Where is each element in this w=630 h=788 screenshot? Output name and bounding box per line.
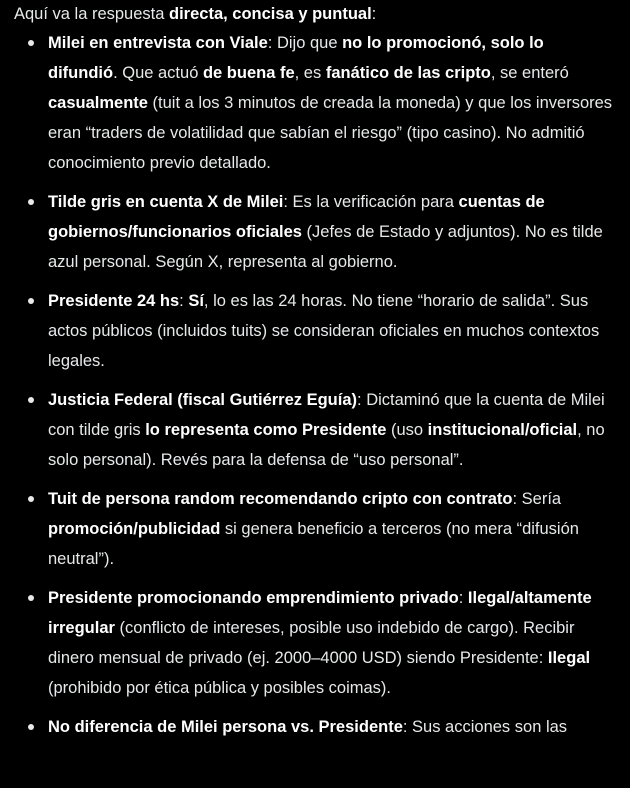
text-segment: :	[179, 292, 189, 310]
bold-text: Tilde gris en cuenta X de Milei	[48, 193, 284, 211]
bullet-icon	[28, 595, 34, 601]
bullet-icon	[28, 724, 34, 730]
answer-list	[14, 28, 614, 742]
bullet-icon	[28, 40, 34, 46]
bullet-icon	[28, 496, 34, 502]
text-segment: (Jefes de Estado y adjuntos). No es tilde azul personal. Según X, representa al gobierno.	[48, 223, 603, 271]
bold-text: fanático de las cripto	[325, 64, 491, 82]
text-segment: si genera beneficio a terceros (no mera “difusión neutral”).	[48, 520, 579, 568]
bullet-icon	[28, 199, 34, 205]
bold-text: Ilegal/altamente irregular	[48, 589, 592, 637]
bold-text: casualmente	[48, 94, 148, 112]
text-segment: , lo es las 24 horas. No tiene “horario de salida”. Sus actos públicos (incluidos tuits) se consideran oficiales en muchos contextos legales.	[48, 292, 600, 370]
intro-text: Aquí va la respuesta	[14, 5, 170, 23]
list-item	[14, 187, 614, 277]
text-segment: (conflicto de intereses, posible uso indebido de cargo). Recibir dinero mensual de privado (ej. 2000–4000 USD) siendo Presidente:	[48, 619, 575, 667]
text-segment: . Que actuó	[113, 64, 203, 82]
list-item	[14, 712, 614, 742]
list-item	[14, 286, 614, 376]
bold-text: Sí	[188, 292, 204, 310]
bold-text: Milei en entrevista con Viale	[48, 34, 268, 52]
text-segment: , es	[294, 64, 326, 82]
intro-bold: directa, concisa y puntual	[169, 5, 372, 23]
bold-text: Presidente promocionando emprendimiento privado	[48, 589, 459, 607]
bold-text: lo representa como Presidente	[145, 421, 387, 439]
text-segment: : Sería	[512, 490, 562, 508]
bold-text: promoción/publicidad	[48, 520, 221, 538]
bold-text: No diferencia de Milei persona vs. Presidente	[48, 718, 403, 736]
text-segment: , se enteró	[490, 64, 569, 82]
response-content	[14, 2, 614, 751]
bold-text: Tuit de persona random recomendando cripto con contrato	[48, 490, 513, 508]
list-item	[14, 385, 614, 475]
bold-text: Justicia Federal (fiscal Gutiérrez Eguía)	[48, 391, 358, 409]
text-segment: : Sus acciones son las	[402, 718, 568, 736]
text-segment: :	[458, 589, 468, 607]
bullet-icon	[28, 397, 34, 403]
bold-text: de buena fe	[202, 64, 295, 82]
text-segment: , no solo personal). Revés para la defensa de “uso personal”.	[48, 421, 605, 469]
bold-text: institucional/oficial	[427, 421, 578, 439]
text-segment: (prohibido por ética pública y posibles coimas).	[48, 679, 392, 697]
text-segment: : Es la verificación para	[283, 193, 459, 211]
bold-text: cuentas de gobiernos/funcionarios oficiales	[48, 193, 545, 241]
text-segment: (uso	[386, 421, 428, 439]
intro-line	[14, 2, 614, 26]
list-item	[14, 484, 614, 574]
bold-text: Ilegal	[547, 649, 591, 667]
list-item	[14, 583, 614, 703]
bold-text: Presidente 24 hs	[48, 292, 180, 310]
bullet-icon	[28, 298, 34, 304]
text-segment: : Dijo que	[267, 34, 343, 52]
text-segment: : Dictaminó que la cuenta de Milei con tilde gris	[48, 391, 605, 439]
text-segment: (tuit a los 3 minutos de creada la moneda) y que los inversores eran “traders de volatilidad que sabían el riesgo” (tipo casino). No admitió conocimiento previo detallado.	[48, 94, 613, 172]
intro-end: :	[371, 5, 377, 23]
bold-text: no lo promocionó, solo lo difundió	[48, 34, 544, 82]
list-item	[14, 28, 614, 178]
